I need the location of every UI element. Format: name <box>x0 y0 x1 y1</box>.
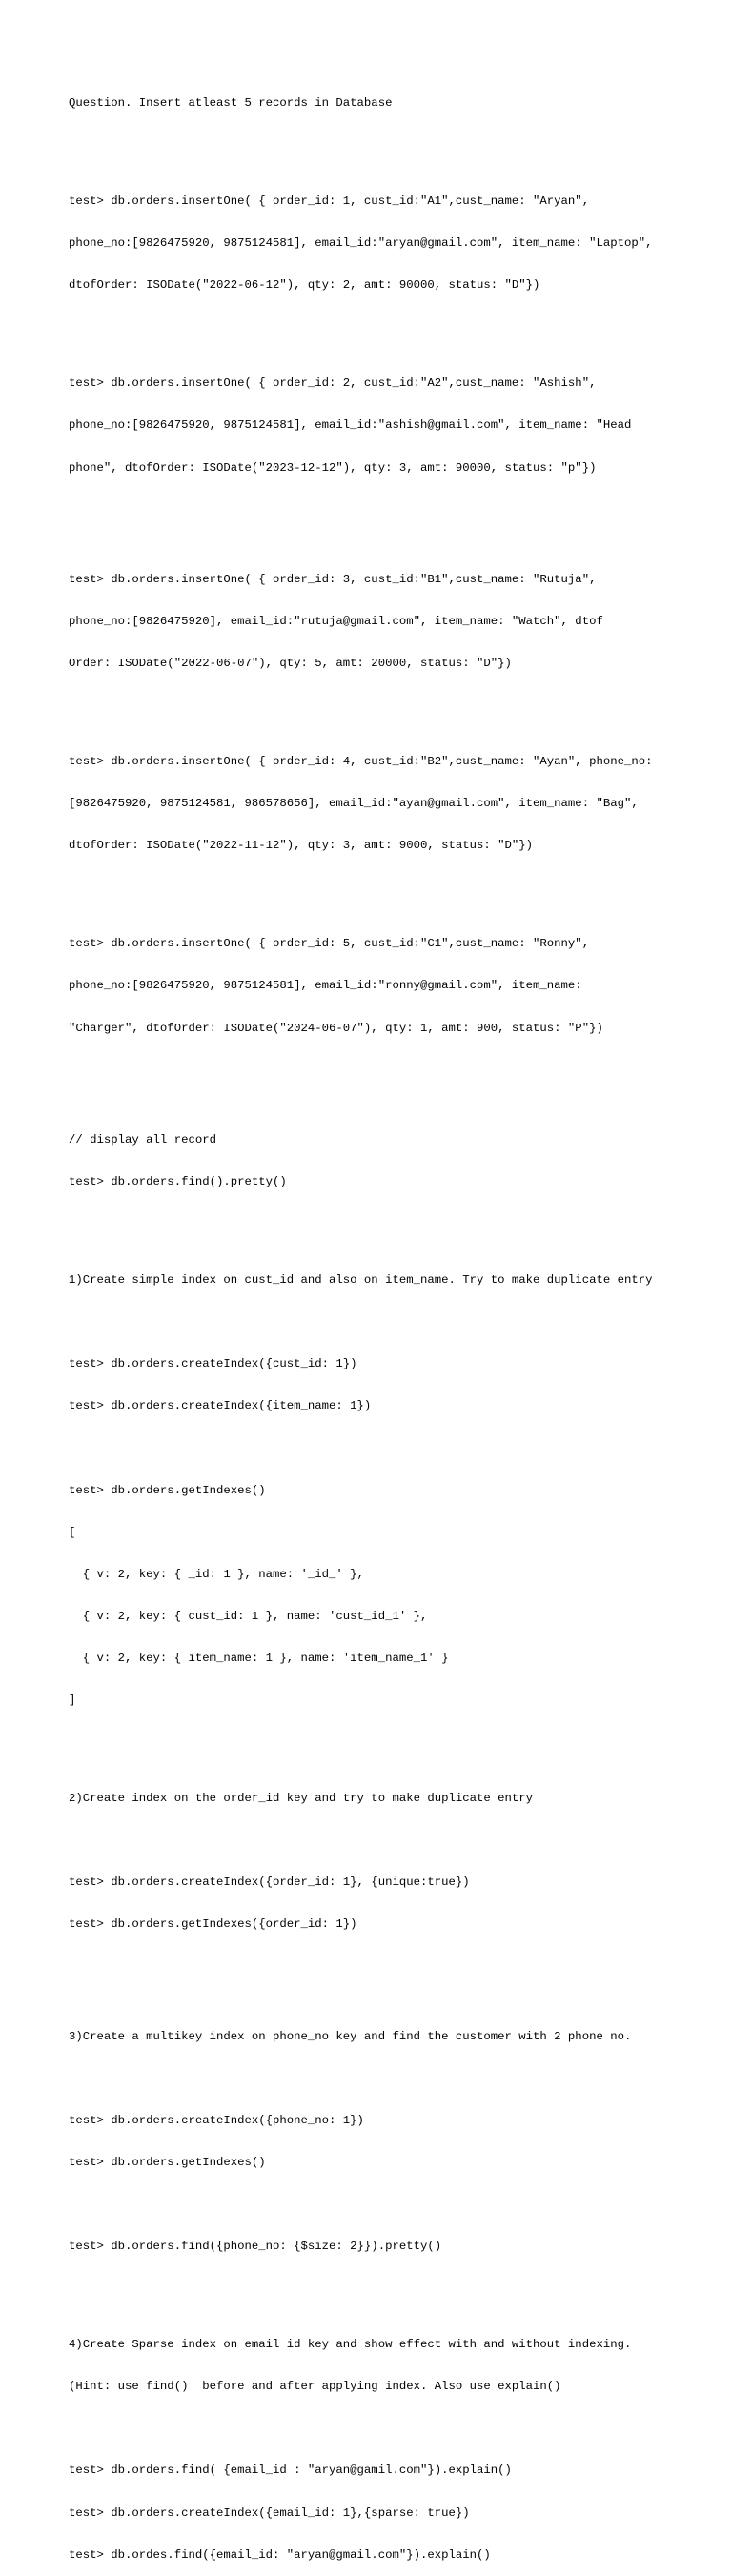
spacer <box>69 2072 698 2086</box>
spacer <box>69 1834 698 1848</box>
document-page <box>69 69 698 2576</box>
spacer <box>69 1441 698 1455</box>
spacer <box>69 139 698 153</box>
q2-command-1: test> db.orders.createIndex({order_id: 1}, {unique:true}) <box>69 1876 470 1890</box>
q4-command-1: test> db.orders.find( {email_id : "aryan@gamil.com"}).explain() <box>69 2464 512 2478</box>
insert-3-line-2: phone_no:[9826475920], email_id:"rutuja@gmail.com", item_name: "Watch", dtof <box>69 615 603 629</box>
insert-1-line-2: phone_no:[9826475920, 9875124581], email_id:"aryan@gmail.com", item_name: "Laptop", <box>69 236 653 251</box>
insert-1-line-3: dtofOrder: ISODate("2022-06-12"), qty: 2, amt: 90000, status: "D"}) <box>69 278 540 293</box>
insert-5-line-3: "Charger", dtofOrder: ISODate("2024-06-07"), qty: 1, amt: 900, status: "P"}) <box>69 1021 603 1035</box>
display-command: test> db.orders.find().pretty() <box>69 1175 287 1189</box>
insert-1-line-1: test> db.orders.insertOne( { order_id: 1, cust_id:"A1",cust_name: "Aryan", <box>69 194 590 209</box>
q4-command-3: test> db.ordes.find({email_id: "aryan@gmail.com"}).explain() <box>69 2547 491 2562</box>
insert-2-line-3: phone", dtofOrder: ISODate("2023-12-12"), qty: 3, amt: 90000, status: "p"}) <box>69 460 597 475</box>
spacer <box>69 2282 698 2296</box>
insert-4-line-1: test> db.orders.insertOne( { order_id: 4, cust_id:"B2",cust_name: "Ayan", phone_no: <box>69 755 653 769</box>
q1-getindexes: test> db.orders.getIndexes() <box>69 1483 266 1497</box>
q1-output-line-3: { v: 2, key: { cust_id: 1 }, name: 'cust_id_1' }, <box>69 1609 428 1623</box>
spacer <box>69 1735 698 1750</box>
q4-heading-line-1: 4)Create Sparse index on email id key and show effect with and without indexing. <box>69 2338 632 2352</box>
spacer <box>69 882 698 896</box>
insert-4-line-3: dtofOrder: ISODate("2022-11-12"), qty: 3, amt: 9000, status: "D"}) <box>69 839 534 853</box>
insert-2-line-2: phone_no:[9826475920, 9875124581], email_id:"ashish@gmail.com", item_name: "Head <box>69 418 632 433</box>
insert-4-line-2: [9826475920, 9875124581, 986578656], email_id:"ayan@gmail.com", item_name: "Bag", <box>69 797 639 811</box>
spacer <box>69 321 698 335</box>
q1-output-line-1: [ <box>69 1525 76 1539</box>
q3-command-1: test> db.orders.createIndex({phone_no: 1}) <box>69 2113 364 2127</box>
q1-output-line-4: { v: 2, key: { item_name: 1 }, name: 'item_name_1' } <box>69 1651 449 1665</box>
q1-command-1: test> db.orders.createIndex({cust_id: 1}) <box>69 1357 357 1371</box>
q3-command-2: test> db.orders.getIndexes() <box>69 2156 266 2170</box>
q1-heading: 1)Create simple index on cust_id and also on item_name. Try to make duplicate entry <box>69 1273 653 1288</box>
insert-2-line-1: test> db.orders.insertOne( { order_id: 2, cust_id:"A2",cust_name: "Ashish", <box>69 376 597 391</box>
spacer <box>69 699 698 713</box>
spacer <box>69 1959 698 1987</box>
spacer <box>69 1217 698 1231</box>
q1-command-2: test> db.orders.createIndex({item_name: 1}) <box>69 1399 372 1413</box>
spacer <box>69 503 698 531</box>
q2-command-2: test> db.orders.getIndexes({order_id: 1}) <box>69 1917 357 1932</box>
question-heading: Question. Insert atleast 5 records in Database <box>69 96 393 111</box>
spacer <box>69 1064 698 1091</box>
q4-command-2: test> db.orders.createIndex({email_id: 1},{sparse: true}) <box>69 2505 470 2520</box>
spacer <box>69 2422 698 2436</box>
q3-heading: 3)Create a multikey index on phone_no key and find the customer with 2 phone no. <box>69 2029 632 2043</box>
insert-3-line-1: test> db.orders.insertOne( { order_id: 3, cust_id:"B1",cust_name: "Rutuja", <box>69 573 597 587</box>
display-comment: // display all record <box>69 1133 216 1147</box>
q4-heading-line-2: (Hint: use find() before and after applying index. Also use explain() <box>69 2380 561 2394</box>
q3-find: test> db.orders.find({phone_no: {$size: 2}}).pretty() <box>69 2240 442 2254</box>
spacer <box>69 2198 698 2212</box>
q1-output-line-2: { v: 2, key: { _id: 1 }, name: '_id_' }, <box>69 1567 364 1581</box>
insert-3-line-3: Order: ISODate("2022-06-07"), qty: 5, amt: 20000, status: "D"}) <box>69 657 512 671</box>
insert-5-line-2: phone_no:[9826475920, 9875124581], email_id:"ronny@gmail.com", item_name: <box>69 979 582 993</box>
q2-heading: 2)Create index on the order_id key and try to make duplicate entry <box>69 1791 534 1805</box>
spacer <box>69 1315 698 1329</box>
q1-output-line-5: ] <box>69 1694 76 1708</box>
insert-5-line-1: test> db.orders.insertOne( { order_id: 5, cust_id:"C1",cust_name: "Ronny", <box>69 937 590 951</box>
